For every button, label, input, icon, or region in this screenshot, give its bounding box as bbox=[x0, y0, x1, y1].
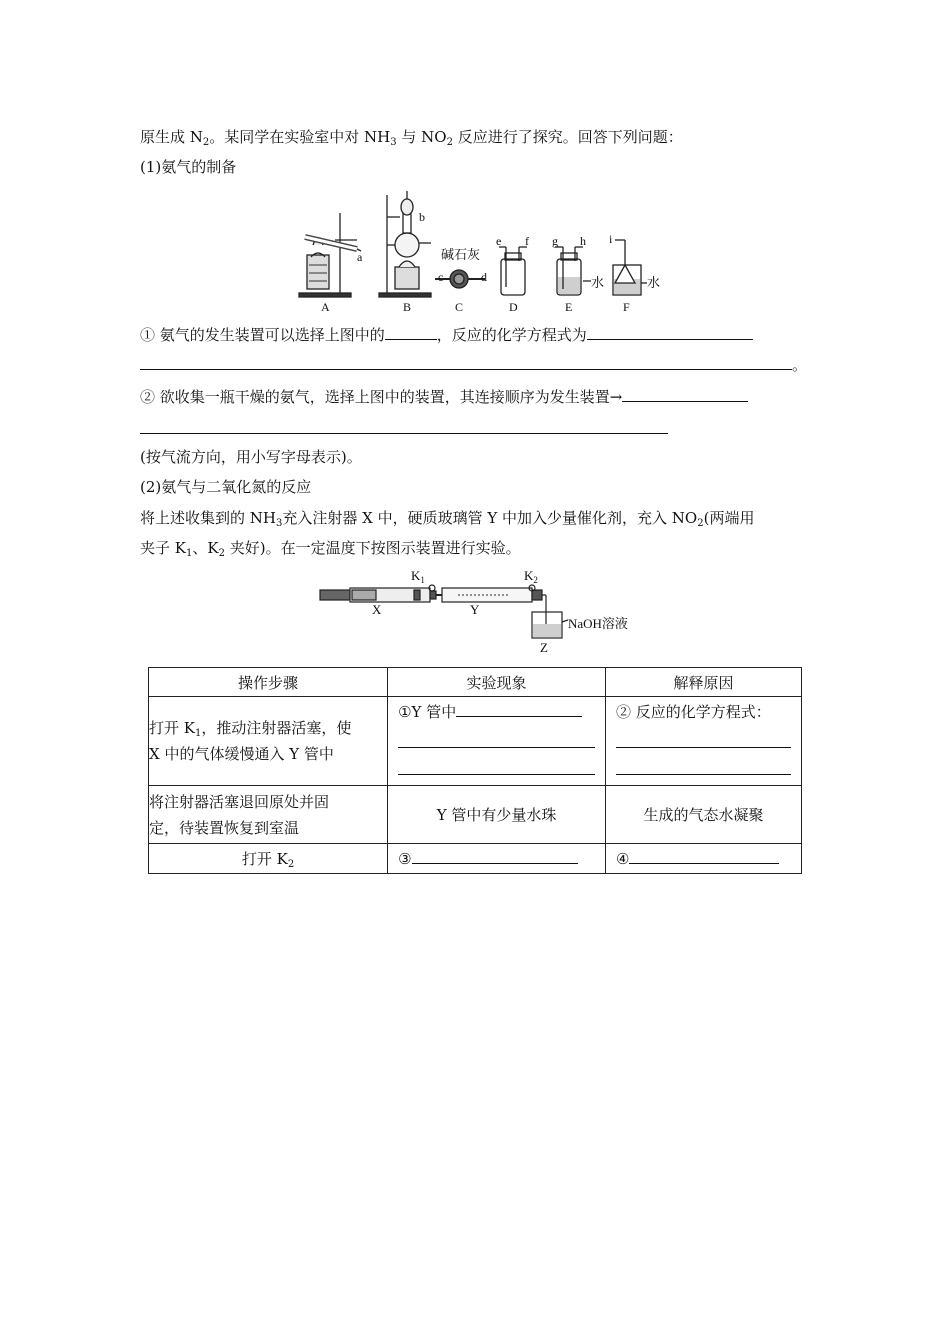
answer-blank[interactable] bbox=[616, 760, 791, 775]
table-row bbox=[149, 697, 802, 786]
section2-paragraph-2 bbox=[140, 538, 521, 558]
label-h: h bbox=[580, 234, 586, 248]
x-label: X bbox=[372, 602, 382, 617]
question-1 bbox=[140, 325, 753, 345]
section2-paragraph-1 bbox=[140, 508, 754, 528]
label-b: b bbox=[419, 210, 425, 224]
paragraph-text: 将上述收集到的 NH bbox=[140, 509, 276, 527]
answer-blank[interactable] bbox=[412, 849, 578, 864]
subscript: 3 bbox=[390, 137, 397, 148]
water-label-F: 水 bbox=[647, 275, 661, 290]
experiment-table bbox=[148, 667, 802, 874]
label-i: i bbox=[609, 232, 613, 246]
label-a: a bbox=[357, 250, 363, 264]
answer-blank[interactable] bbox=[616, 733, 791, 748]
answer-blank[interactable] bbox=[456, 702, 582, 717]
table-row bbox=[149, 844, 802, 874]
label-E: E bbox=[565, 300, 573, 314]
row3-step: 打开 $K_2$ bbox=[149, 844, 388, 874]
section2-heading: (2)氨气与二氧化氮的反应 bbox=[140, 478, 312, 496]
row3-reason: ④ bbox=[606, 844, 802, 874]
answer-blank[interactable] bbox=[385, 325, 437, 340]
subscript: 2 bbox=[446, 137, 453, 148]
intro-line bbox=[140, 127, 683, 147]
header-phenomenon: 实验现象 bbox=[388, 668, 606, 697]
z-label: Z bbox=[540, 640, 548, 655]
answer-blank[interactable] bbox=[140, 355, 792, 370]
answer-blank[interactable] bbox=[398, 733, 595, 748]
paragraph-text: 充入注射器 X 中，硬质玻璃管 Y 中加入少量催化剂，充入 NO bbox=[282, 509, 698, 527]
label-g: g bbox=[552, 234, 558, 248]
intro-text: 与 NO bbox=[396, 128, 447, 146]
paragraph-text: (两端用 bbox=[703, 509, 755, 527]
row3-phenomenon: ③ bbox=[388, 844, 606, 874]
label-B: B bbox=[403, 300, 412, 314]
row2-phenomenon: Y 管中有少量水珠 bbox=[388, 786, 606, 844]
row2-reason: 生成的气态水凝聚 bbox=[606, 786, 802, 844]
label-D: D bbox=[509, 300, 518, 314]
answer-blank[interactable] bbox=[140, 419, 668, 434]
paragraph-text: 夹子 K bbox=[140, 539, 186, 557]
subscript: 2 bbox=[218, 548, 225, 559]
y-label: Y bbox=[470, 602, 480, 617]
subscript: 1 bbox=[185, 548, 193, 559]
label-c: c bbox=[438, 270, 444, 284]
label-A: A bbox=[321, 300, 330, 314]
row2-step: 将注射器活塞退回原处并固 定，待装置恢复到室温 bbox=[149, 786, 388, 844]
answer-blank[interactable] bbox=[587, 325, 753, 340]
label-C: C bbox=[455, 300, 464, 314]
apparatus-figure-2 bbox=[318, 566, 648, 656]
header-step: 操作步骤 bbox=[149, 668, 388, 697]
table-row bbox=[149, 786, 802, 844]
question-1-cont bbox=[140, 355, 807, 375]
subscript: 2 bbox=[697, 518, 704, 529]
question-2-cont bbox=[140, 419, 668, 439]
k1-label: $K_1$ bbox=[411, 568, 425, 585]
row1-reason: ② 反应的化学方程式： bbox=[606, 697, 802, 786]
table-header-row bbox=[149, 668, 802, 697]
apparatus-figure-1 bbox=[295, 185, 665, 315]
intro-text: 反应进行了探究。回答下列问题： bbox=[452, 128, 683, 146]
row1-phenomenon: ①Y 管中 bbox=[388, 697, 606, 786]
answer-blank[interactable] bbox=[398, 760, 595, 775]
water-label-E: 水 bbox=[591, 275, 605, 290]
answer-blank[interactable] bbox=[629, 849, 779, 864]
row1-step: 打开 $K_1$，推动注射器活塞，使 X 中的气体缓慢通入 Y 管中 bbox=[149, 697, 388, 786]
question-text: ，反应的化学方程式为 bbox=[436, 326, 587, 344]
paragraph-text: 夹好)。在一定温度下按图示装置进行实验。 bbox=[224, 539, 521, 557]
label-e: e bbox=[496, 234, 502, 248]
paragraph-text: 、K bbox=[192, 539, 219, 557]
subscript: 3 bbox=[275, 518, 283, 529]
section1-heading: (1)氨气的制备 bbox=[140, 158, 237, 176]
subscript: 2 bbox=[202, 137, 210, 148]
label-d: d bbox=[481, 270, 487, 284]
intro-text: 原生成 N bbox=[140, 128, 203, 146]
period: 。 bbox=[792, 356, 808, 374]
answer-blank[interactable] bbox=[622, 387, 748, 402]
question-2 bbox=[140, 387, 748, 407]
question-text: ② 欲收集一瓶干燥的氨气，选择上图中的装置，其连接顺序为发生装置→ bbox=[140, 388, 623, 406]
question-text: ① 氨气的发生装置可以选择上图中的 bbox=[140, 326, 385, 344]
header-reason: 解释原因 bbox=[606, 668, 802, 697]
question-2-note: (按气流方向，用小写字母表示)。 bbox=[140, 448, 362, 466]
intro-text: 。某同学在实验室中对 NH bbox=[209, 128, 391, 146]
soda-lime-label: 碱石灰 bbox=[441, 247, 481, 262]
k2-label: $K_2$ bbox=[524, 568, 538, 585]
label-f: f bbox=[525, 234, 529, 248]
naoh-label: NaOH溶液 bbox=[568, 616, 628, 631]
label-F: F bbox=[623, 300, 630, 314]
